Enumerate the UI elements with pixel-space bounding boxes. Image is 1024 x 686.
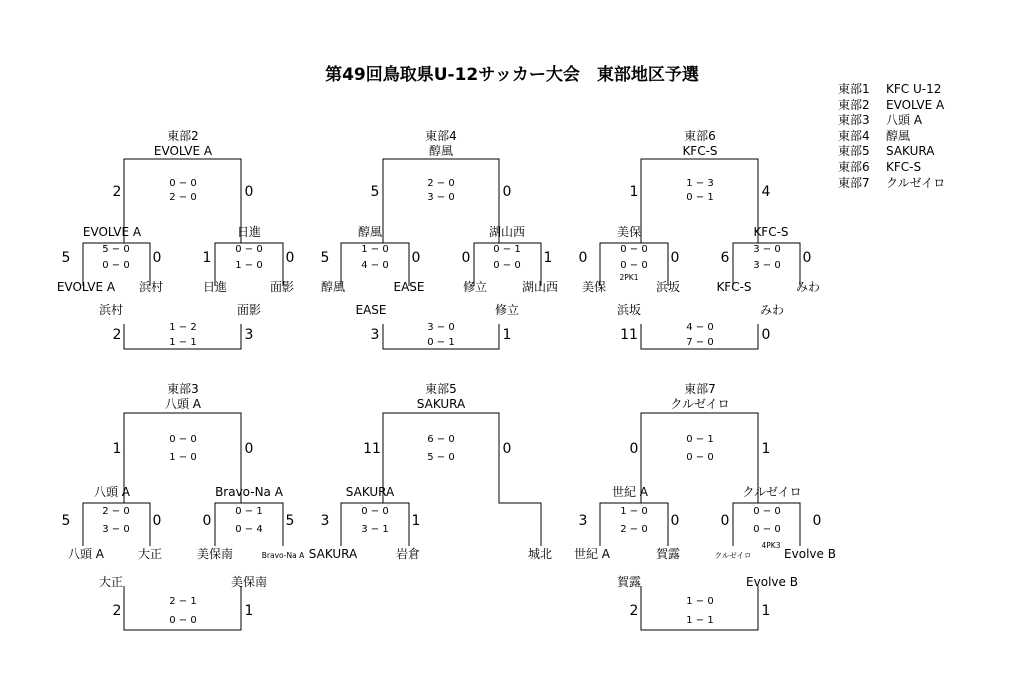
semi-winner: 世紀 A xyxy=(611,485,649,499)
semi-half2: 0 − 4 xyxy=(235,524,263,535)
third-half2: 0 − 1 xyxy=(427,337,455,348)
semi-left-score: 3 xyxy=(578,513,588,529)
semi-half1: 0 − 0 xyxy=(235,244,263,255)
third-right-team: Evolve B xyxy=(746,575,798,589)
final-half1: 0 − 1 xyxy=(686,434,714,445)
block-east3 xyxy=(62,382,306,626)
block-label: 東部5 xyxy=(425,382,457,396)
semi-half2: 0 − 0 xyxy=(493,260,521,271)
semi-left-score: 0 xyxy=(578,250,588,266)
final-left-score: 0 xyxy=(629,441,639,457)
semi-half1: 0 − 1 xyxy=(493,244,521,255)
bracket-line xyxy=(383,413,541,546)
block-winner: クルゼイロ xyxy=(670,397,730,411)
semi-half2: 4 − 0 xyxy=(361,260,389,271)
semi-half2: 0 − 0 xyxy=(753,524,781,535)
final-half1: 6 − 0 xyxy=(427,434,455,445)
third-half1: 2 − 1 xyxy=(169,596,197,607)
block-east4 xyxy=(321,129,558,348)
team-name: 大正 xyxy=(137,547,163,561)
semi-winner: KFC-S xyxy=(753,225,789,239)
third-half1: 1 − 2 xyxy=(169,322,197,333)
semi-right-score: 5 xyxy=(285,513,295,529)
team-name: 美保 xyxy=(581,280,607,294)
third-left-team: 大正 xyxy=(98,575,124,589)
semi-half1: 0 − 1 xyxy=(235,506,263,517)
block-winner: 八頭 A xyxy=(164,397,202,411)
semi-right-score: 0 xyxy=(152,513,162,529)
final-half1: 0 − 0 xyxy=(169,178,197,189)
semi-left-score: 0 xyxy=(202,513,212,529)
semi-half2: 3 − 1 xyxy=(361,524,389,535)
semi-half1: 0 − 0 xyxy=(361,506,389,517)
team-name: Bravo-Na A xyxy=(261,551,305,560)
team-name: みわ xyxy=(795,280,821,294)
final-half1: 0 − 0 xyxy=(169,434,197,445)
semi-left-score: 3 xyxy=(320,513,330,529)
semi-right-score: 0 xyxy=(802,250,812,266)
team-name: 賀露 xyxy=(655,547,681,561)
team-name: 日進 xyxy=(202,280,228,294)
third-left-score: 2 xyxy=(112,327,122,343)
legend-team: EVOLVE A xyxy=(886,97,945,112)
final-right-score: 0 xyxy=(244,184,254,200)
third-half1: 1 − 0 xyxy=(686,596,714,607)
semi-right-score: 0 xyxy=(152,250,162,266)
final-right-score: 0 xyxy=(502,441,512,457)
block-winner: EVOLVE A xyxy=(153,144,213,158)
third-right-team: 面影 xyxy=(236,303,262,317)
third-left-team: 浜坂 xyxy=(616,303,642,317)
team-name: SAKURA xyxy=(308,547,358,561)
legend-team: クルゼイロ xyxy=(886,175,946,190)
final-right-score: 4 xyxy=(761,184,771,200)
semi-half2: 0 − 0 xyxy=(102,260,130,271)
block-label: 東部6 xyxy=(684,129,716,143)
team-name: EASE xyxy=(393,280,425,294)
third-right-team: 美保南 xyxy=(230,575,268,589)
semi-half1: 3 − 0 xyxy=(753,244,781,255)
third-right-score: 1 xyxy=(761,603,771,619)
semi-winner: クルゼイロ xyxy=(742,485,802,499)
third-half1: 4 − 0 xyxy=(686,322,714,333)
semi-winner: 日進 xyxy=(236,225,262,239)
final-half2: 2 − 0 xyxy=(169,192,197,203)
semi-winner: 美保 xyxy=(616,225,642,239)
semi-right-score: 1 xyxy=(543,250,553,266)
third-half1: 3 − 0 xyxy=(427,322,455,333)
legend-team: 八頭 A xyxy=(886,113,923,128)
team-name: KFC-S xyxy=(716,280,752,294)
semi-winner: SAKURA xyxy=(345,485,395,499)
third-left-score: 3 xyxy=(370,327,380,343)
legend-team: KFC U-12 xyxy=(886,82,942,96)
third-right-score: 1 xyxy=(502,327,512,343)
team-name: 浜坂 xyxy=(655,280,681,294)
semi-right-score: 1 xyxy=(411,513,421,529)
semi-right-score: 0 xyxy=(285,250,295,266)
semi-left-score: 5 xyxy=(61,250,71,266)
semi-winner: Bravo-Na A xyxy=(215,485,283,499)
team-name: 世紀 A xyxy=(573,547,611,561)
semi-right-score: 0 xyxy=(411,250,421,266)
third-half2: 1 − 1 xyxy=(686,615,714,626)
semi-half1: 0 − 0 xyxy=(620,244,648,255)
third-left-team: EASE xyxy=(355,303,387,317)
team-name: 醇風 xyxy=(320,280,346,294)
team-name: EVOLVE A xyxy=(56,280,116,294)
team-name: 修立 xyxy=(462,280,488,294)
semi-right-score: 0 xyxy=(670,250,680,266)
final-half1: 1 − 3 xyxy=(686,178,714,189)
block-east5 xyxy=(309,382,552,561)
third-right-team: みわ xyxy=(759,303,785,317)
semi-right-score: 0 xyxy=(670,513,680,529)
team-name: クルゼイロ xyxy=(714,551,752,560)
semi-half2: 3 − 0 xyxy=(102,524,130,535)
legend-key: 東部7 xyxy=(838,175,870,190)
block-winner: 醇風 xyxy=(428,144,454,158)
third-right-score: 3 xyxy=(244,327,254,343)
semi-half2: 0 − 0 xyxy=(620,260,648,271)
semi-winner: 湖山西 xyxy=(488,225,526,239)
third-left-team: 賀露 xyxy=(616,575,642,589)
semi-left-score: 0 xyxy=(461,250,471,266)
semi-half1: 5 − 0 xyxy=(102,244,130,255)
third-right-score: 1 xyxy=(244,603,254,619)
semi-left-score: 0 xyxy=(720,513,730,529)
third-left-score: 11 xyxy=(620,327,638,343)
team-name: 浜村 xyxy=(138,280,164,294)
legend-team: SAKURA xyxy=(886,144,935,159)
final-half2: 0 − 1 xyxy=(686,192,714,203)
third-half2: 0 − 0 xyxy=(169,615,197,626)
semi-right-score: 0 xyxy=(812,513,822,529)
team-name: 岩倉 xyxy=(395,547,421,561)
semi-winner: EVOLVE A xyxy=(82,225,142,239)
block-east2 xyxy=(57,129,295,348)
final-left-score: 1 xyxy=(112,441,122,457)
final-half1: 2 − 0 xyxy=(427,178,455,189)
semi-half2: 2 − 0 xyxy=(620,524,648,535)
semi-half2: 3 − 0 xyxy=(753,260,781,271)
third-left-team: 浜村 xyxy=(98,303,124,317)
semi-left-score: 6 xyxy=(720,250,730,266)
block-label: 東部4 xyxy=(425,129,457,143)
legend-key: 東部2 xyxy=(838,97,870,112)
team-name: 八頭 A xyxy=(67,547,105,561)
block-east6 xyxy=(579,129,820,348)
legend-key: 東部1 xyxy=(838,82,870,96)
block-label: 東部7 xyxy=(684,382,716,396)
legend-key: 東部4 xyxy=(838,128,870,143)
final-left-score: 11 xyxy=(363,441,381,457)
third-right-score: 0 xyxy=(761,327,771,343)
legend-key: 東部3 xyxy=(838,113,870,128)
final-left-score: 2 xyxy=(112,184,122,200)
third-half2: 1 − 1 xyxy=(169,337,197,348)
third-left-score: 2 xyxy=(629,603,639,619)
block-east7 xyxy=(574,382,836,626)
final-half2: 3 − 0 xyxy=(427,192,455,203)
third-left-score: 2 xyxy=(112,603,122,619)
semi-left-score: 5 xyxy=(320,250,330,266)
block-label: 東部2 xyxy=(167,129,199,143)
semi-left-score: 5 xyxy=(61,513,71,529)
legend-team: KFC-S xyxy=(886,159,922,174)
team-name: 面影 xyxy=(269,280,295,294)
final-half2: 0 − 0 xyxy=(686,452,714,463)
semi-half1: 1 − 0 xyxy=(620,506,648,517)
semi-half1: 1 − 0 xyxy=(361,244,389,255)
semi-half1: 0 − 0 xyxy=(753,506,781,517)
third-half2: 7 − 0 xyxy=(686,337,714,348)
semi-left-score: 1 xyxy=(202,250,212,266)
team-name: 湖山西 xyxy=(521,280,559,294)
semi-half1: 2 − 0 xyxy=(102,506,130,517)
semi-winner: 八頭 A xyxy=(93,485,131,499)
team-name: 城北 xyxy=(527,547,553,561)
team-name: 美保南 xyxy=(196,547,234,561)
final-half2: 5 − 0 xyxy=(427,452,455,463)
legend-key: 東部5 xyxy=(838,144,870,159)
third-right-team: 修立 xyxy=(494,303,520,317)
team-name: Evolve B xyxy=(784,547,836,561)
legend-key: 東部6 xyxy=(838,159,870,174)
pk-note: 2PK1 xyxy=(619,273,639,282)
block-winner: SAKURA xyxy=(416,397,466,411)
block-winner: KFC-S xyxy=(682,144,718,158)
semi-winner: 醇風 xyxy=(357,225,383,239)
semi-half2: 1 − 0 xyxy=(235,260,263,271)
final-right-score: 0 xyxy=(244,441,254,457)
final-right-score: 1 xyxy=(761,441,771,457)
final-half2: 1 − 0 xyxy=(169,452,197,463)
final-right-score: 0 xyxy=(502,184,512,200)
final-left-score: 1 xyxy=(629,184,639,200)
pk-note: 4PK3 xyxy=(761,541,781,550)
final-left-score: 5 xyxy=(370,184,380,200)
block-label: 東部3 xyxy=(167,382,199,396)
page-title: 第49回鳥取県U-12サッカー大会 東部地区予選 xyxy=(325,65,699,85)
legend-team: 醇風 xyxy=(886,128,911,143)
